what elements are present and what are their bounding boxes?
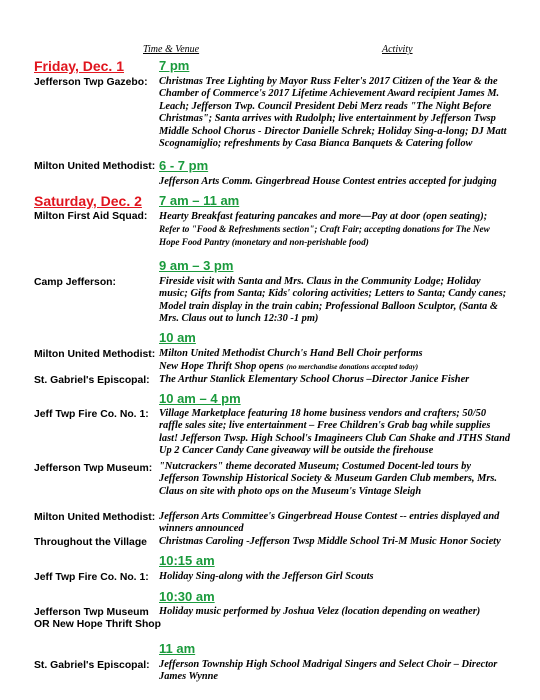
event-activity: "Nutcrackers" theme decorated Museum; Costumed Docent-led tours by Jefferson Township Historical Society & Museum Garden Club members, Mrs. Claus on site with photo ops on the Museum's Vintage Sleigh [159,461,498,497]
event-time: 9 am – 3 pm [159,258,234,273]
event-activity: Jefferson Arts Comm. Gingerbread House Contest entries accepted for judging [159,176,497,187]
event-activity: Jefferson Township High School Madrigal Singers and Select Choir – Director James Wynne [159,659,498,683]
event-venue: Camp Jefferson: [34,277,116,288]
event-time: 10 am [159,330,196,345]
event-time: 11 am [159,641,196,656]
event-venue: Jefferson Twp Museum: [34,463,153,474]
event-activity: Milton United Methodist Church's Hand Bell Choir performs [159,348,423,359]
event-activity: Christmas Caroling -Jefferson Twsp Middle School Tri-M Music Honor Society [159,536,501,547]
event-venue: Jefferson Twp Gazebo: [34,77,148,88]
event-activity: Village Marketplace featuring 18 home business vendors and crafters; 50/50 raffle sales site; live entertainment – Free Children's Grab bag while supplies last! Jefferson Twsp. High School's Imagineers Club Can Shake and JTHS Stand Up 2 Cancer Candy Cane giveaway will be outside the firehouse [159,408,511,457]
time-venue-header: Time & Venue [143,44,200,55]
event-time: 10 am – 4 pm [159,391,241,406]
activity-note: (no merchandise donations accepted today) [286,362,419,371]
event-venue: St. Gabriel's Episcopal: [34,375,150,386]
event-venue: Milton First Aid Squad: [34,211,148,222]
event-activity: Fireside visit with Santa and Mrs. Claus in the Community Lodge; Holiday music; Gifts from Santa; Kids' coloring activities; Letters to Santa; Candy canes; Model train display in the train cabin; Professional Balloon Sculptor, (Santa & Mrs. Claus out to lunch 12:30 -1 pm) [159,276,507,325]
event-activity: The Arthur Stanlick Elementary School Chorus –Director Janice Fisher [159,374,470,385]
activity-text: New Hope Thrift Shop opens [159,361,284,372]
day-heading-friday: Friday, Dec. 1 [34,58,125,74]
event-time: 10:30 am [159,589,215,604]
event-venue: Milton United Methodist: [34,161,156,172]
event-venue: Jeff Twp Fire Co. No. 1: [34,572,149,583]
event-activity: Christmas Tree Lighting by Mayor Russ Felter's 2017 Citizen of the Year & the Chamber of Commerce's 2017 Lifetime Achievement Award recipient James M. Leach; Jefferson Twp. Council President Debi Merz reads "The Night Before Christmas"; Santa arrives with Rudolph; live entertainment by Jefferson Twsp Middle School Chorus - Director Danielle Schrek; Holiday Sing-a-long; DJ Matt Scognamiglio; refreshments by Casa Bianca Banquets & Catering follow [159,76,507,150]
event-time: 6 - 7 pm [159,158,209,173]
event-activity: Holiday music performed by Joshua Velez (location depending on weather) [159,606,481,617]
activity-line: Refer to "Food & Refreshments section"; Craft Fair; accepting donations for The New Hope Food Pantry (monetary and non-perishable food) [159,224,490,247]
event-time: 10:15 am [159,553,215,568]
event-venue: Milton United Methodist: [34,349,156,360]
event-activity [159,211,511,248]
activity-header: Activity [382,44,413,55]
event-time: 7 am – 11 am [159,193,240,208]
activity-line: Hearty Breakfast featuring pancakes and more—Pay at door (open seating); [159,211,488,222]
event-venue: OR New Hope Thrift Shop [34,619,161,630]
event-activity: Holiday Sing-along with the Jefferson Girl Scouts [159,571,374,582]
event-venue: Milton United Methodist: [34,512,156,523]
event-venue: Throughout the Village [34,537,147,548]
event-venue: Jeff Twp Fire Co. No. 1: [34,409,149,420]
event-venue: St. Gabriel's Episcopal: [34,660,150,671]
event-activity [159,361,511,373]
event-activity: Jefferson Arts Committee's Gingerbread House Contest -- entries displayed and winners announced [159,511,500,535]
event-time: 7 pm [159,58,190,73]
event-venue: Jefferson Twp Museum [34,607,149,618]
day-heading-saturday: Saturday, Dec. 2 [34,193,142,209]
